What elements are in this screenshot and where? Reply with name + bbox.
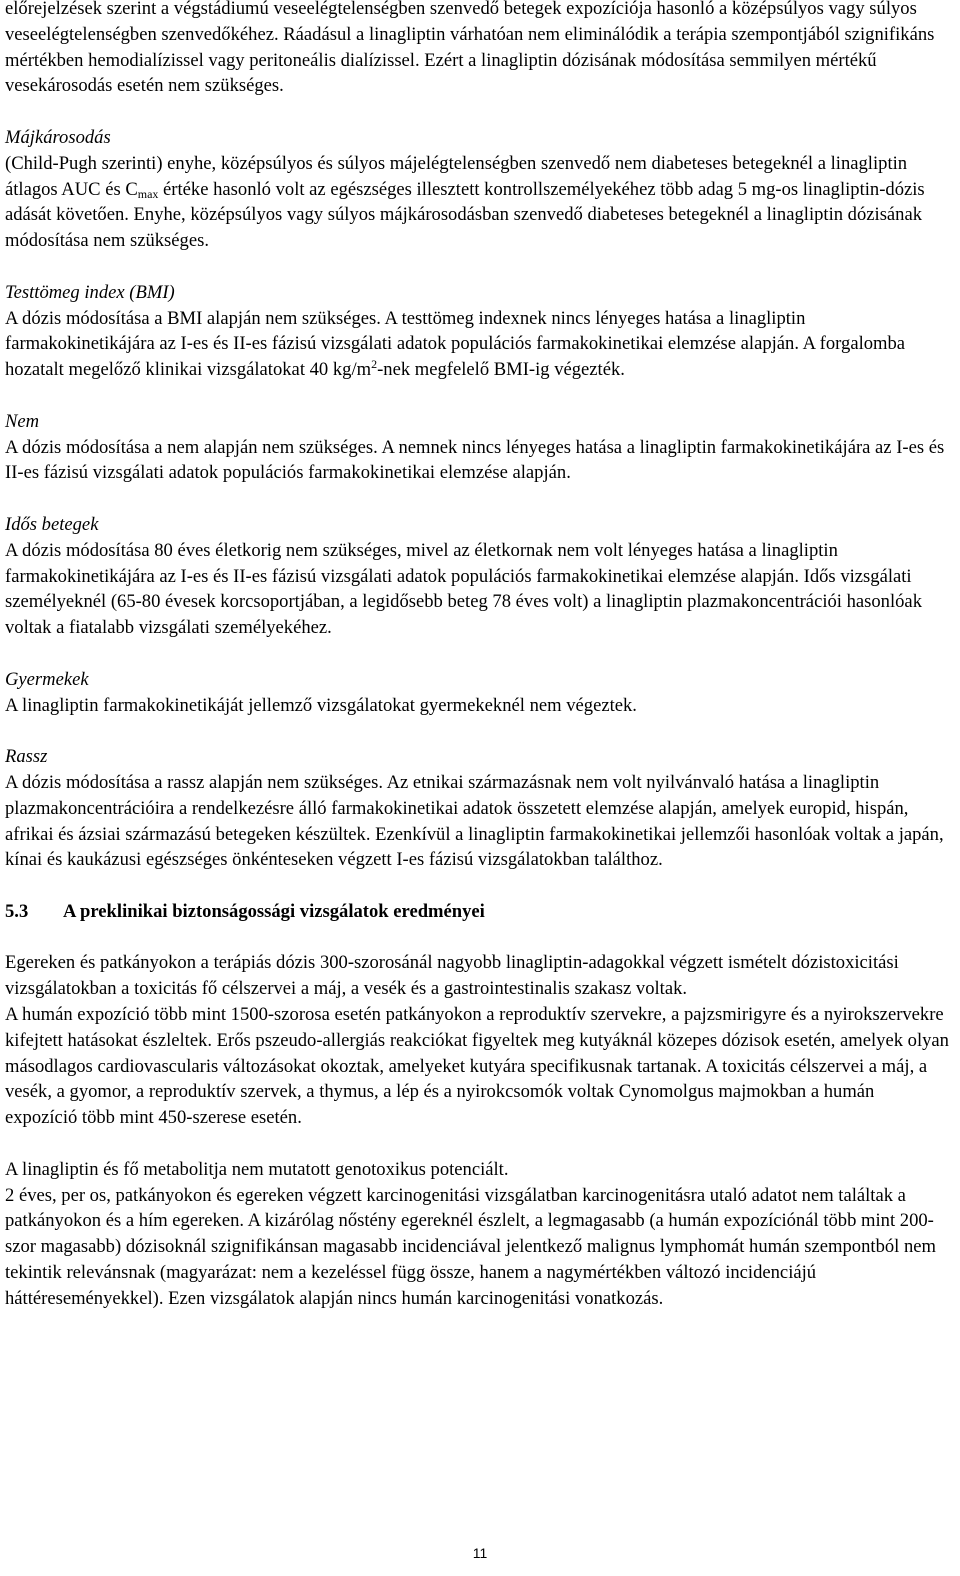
children-paragraph: A linagliptin farmakokinetikáját jellemző vizsgálatokat gyermekeknél nem végeztek. xyxy=(5,694,637,716)
elderly-heading: Idős betegek xyxy=(5,513,99,535)
preclinical-paragraph-2: A humán expozíció több mint 1500-szorosa esetén patkányokon a reproduktív szervekre, a pajzsmirigyre és a nyirokszervekre kifejtett hatásokat észleltek. Erős pszeudo-allergiás reakciókat figyeltek meg kutyáknál közepes dózisok esetén, amelyek olyan másodlagos cardiovascularis változásokat okoztak, amelyeket kutyára specifikusnak tartanak. A toxicitás célszervei a máj, a vesék, a gyomor, a reproduktív szervek, a thymus, a lép és a nyirokcsomók voltak Cynomolgus majmokban a humán expozíció több mint 450-szerese esetén. xyxy=(5,1004,949,1129)
hepatic-text-1: (Child-Pugh szerinti) enyhe, középsúlyos és súlyos májelégtelenségben szenvedő nem diabeteses betegeknél a linagliptin átlagos AUC és C xyxy=(5,152,908,200)
spacer xyxy=(5,925,949,951)
spacer xyxy=(5,718,949,744)
spacer xyxy=(5,873,949,899)
section-number: 5.3 xyxy=(5,900,29,922)
spacer xyxy=(5,486,949,512)
preclinical-paragraph-4: 2 éves, per os, patkányokon és egereken végzett karcinogenitási vizsgálatban karcinogenitásra utaló adatot nem találtak a patkányokon és a hím egereken. A kizárólag nőstény egereknél észlelt, a legmagasabb (a humán expozíciónál több mint 200-szor magasabb) dózisoknál szignifikánsan magasabb incidenciával jelentkező malignus lymphomát humán szempontból nem tekintik relevánsnak (magyarázat: nem a kezeléssel függ össze, hanem a nagymértékben változó incidenciájú háttéreseményekkel). Ezen vizsgálatok alapján nincs humán karcinogenitási vonatkozás. xyxy=(5,1184,936,1309)
race-paragraph: A dózis módosítása a rassz alapján nem szükséges. Az etnikai származásnak nem volt nyilvánvaló hatása a linagliptin plazmakoncentrációira a rendelkezésre álló farmakokinetikai adatok összetett elemzése alapján, amelyek europid, hispán, afrikai és ázsiai származású betegeken készültek. Ezenkívül a linagliptin farmakokinetikai jellemzői hasonlóak voltak a japán, kínai és kaukázusi egészséges önkénteseken végzett I-es fázisú vizsgálatokban találthoz. xyxy=(5,771,944,871)
spacer xyxy=(5,641,949,667)
bmi-text-2: -nek megfelelő BMI-ig végezték. xyxy=(377,359,625,381)
spacer xyxy=(5,1131,949,1157)
preclinical-paragraph-1: Egereken és patkányokon a terápiás dózis 300-szorosánál nagyobb linagliptin-adagokkal végzett ismételt dózistoxicitási vizsgálatokban a toxicitás fő célszervei a máj, a vesék és a gastrointestinalis szakasz voltak. xyxy=(5,952,899,1000)
document-page xyxy=(5,0,949,1312)
page-number: 11 xyxy=(472,1545,488,1561)
hepatic-heading: Májkárosodás xyxy=(5,126,111,148)
spacer xyxy=(5,254,949,280)
gender-paragraph: A dózis módosítása a nem alapján nem szükséges. A nemnek nincs lényeges hatása a linagliptin farmakokinetikájára az I-es és II-es fázisú vizsgálati adatok populációs farmakokinetikai elemzése alapján. xyxy=(5,436,945,484)
section-title: A preklinikai biztonságossági vizsgálatok eredményei xyxy=(63,900,485,922)
bmi-heading: Testtömeg index (BMI) xyxy=(5,281,175,303)
elderly-paragraph: A dózis módosítása 80 éves életkorig nem szükséges, mivel az életkornak nem volt lényeges hatása a linagliptin farmakokinetikájára az I-es és II-es fázisú vizsgálati adatok populációs farmakokinetikai elemzése alapján. Idős vizsgálati személyeknél (65-80 évesek korcsoportjában, a legidősebb beteg 78 éves volt) a linagliptin plazmakoncentrációi hasonlóak voltak a fiatalabb vizsgálati személyekéhez. xyxy=(5,539,922,639)
bmi-text-1: A dózis módosítása a BMI alapján nem szükséges. A testtömeg indexnek nincs lényeges hatása a linagliptin farmakokinetikájára az I-es és II-es fázisú vizsgálati adatok populációs farmakokinetikai elemzése alapján. A forgalomba hozatalt megelőző klinikai vizsgálatokat 40 kg/m xyxy=(5,307,906,381)
section-heading xyxy=(5,899,949,925)
cmax-subscript: max xyxy=(137,186,159,201)
gender-heading: Nem xyxy=(5,410,40,432)
race-heading: Rassz xyxy=(5,746,48,768)
spacer xyxy=(5,99,949,125)
hepatic-text-2: értéke hasonló volt az egészséges illesztett kontrollszemélyekéhez több adag 5 mg-os linagliptin-dózis adását követően. Enyhe, középsúlyos vagy súlyos májkárosodásban szenvedő diabeteses betegeknél a linagliptin dózisának módosítása nem szükséges. xyxy=(5,178,925,252)
hepatic-paragraph xyxy=(5,151,949,254)
children-heading: Gyermekek xyxy=(5,668,89,690)
bmi-superscript: 2 xyxy=(371,357,378,372)
bmi-paragraph xyxy=(5,306,949,383)
spacer xyxy=(5,383,949,409)
preclinical-paragraph-3: A linagliptin és fő metabolitja nem mutatott genotoxikus potenciált. xyxy=(5,1158,509,1180)
renal-paragraph: előrejelzések szerint a végstádiumú veseelégtelenségben szenvedő betegek expozíciója hasonló a középsúlyos vagy súlyos veseelégtelenségben szenvedőkéhez. Ráadásul a linagliptin várhatóan nem eliminálódik a terápia szempontjából szignifikáns mértékben hemodialízissel vagy peritoneális dialízissel. Ezért a linagliptin dózisának módosítása semmilyen mértékű vesekárosodás esetén nem szükséges. xyxy=(5,0,935,97)
